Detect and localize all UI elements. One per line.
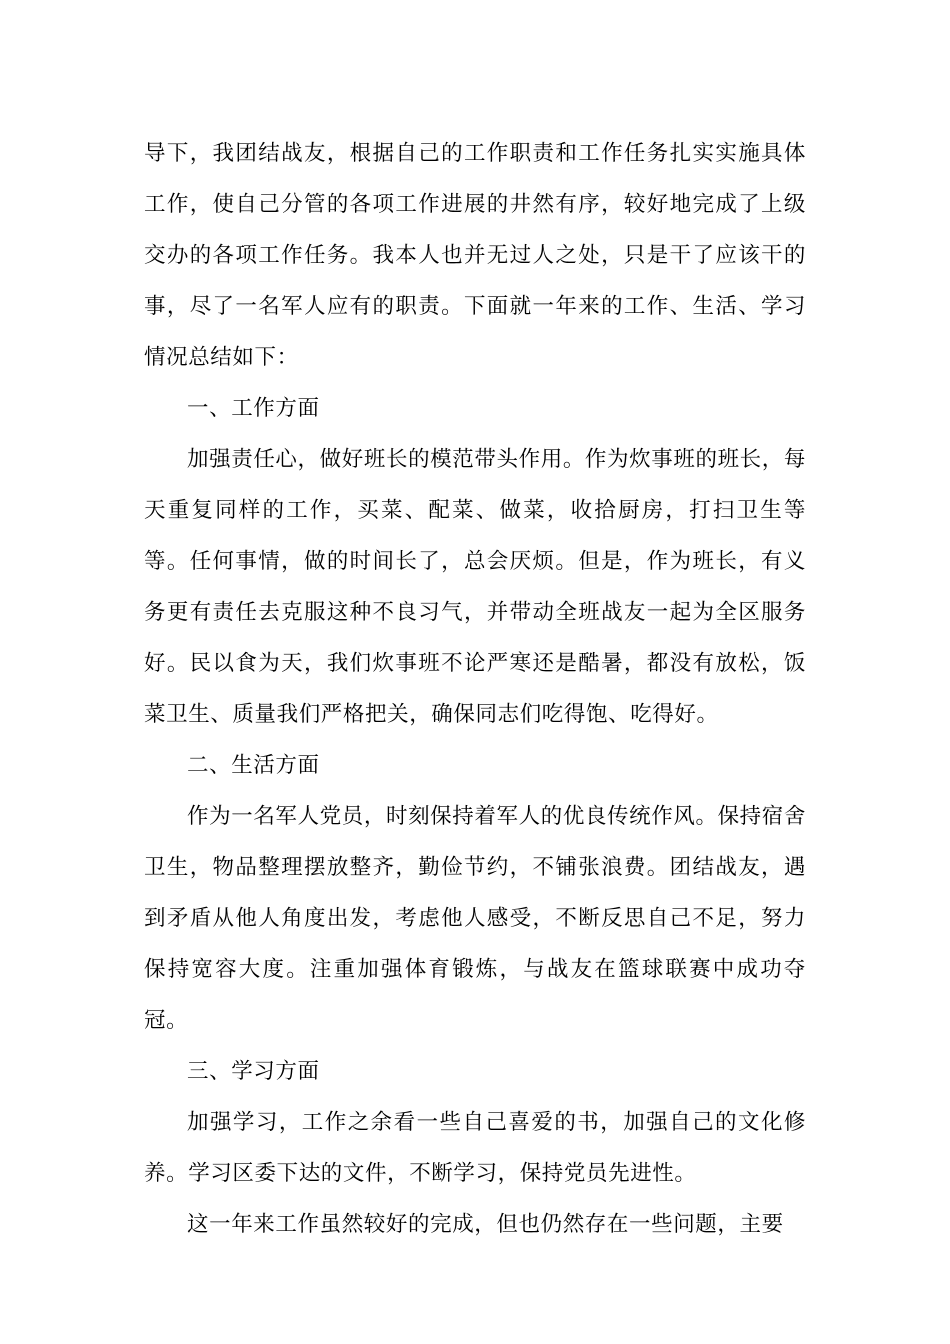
paragraph-study: 加强学习，工作之余看一些自己喜爱的书，加强自己的文化修养。学习区委下达的文件，不断学习，保持党员先进性。 <box>144 1110 806 1186</box>
document-body <box>144 128 806 1250</box>
section-heading-work: 一、工作方面 <box>187 396 320 421</box>
section-heading-study: 三、学习方面 <box>187 1059 320 1084</box>
paragraph-issues: 这一年来工作虽然较好的完成，但也仍然存在一些问题，主要 <box>187 1212 784 1237</box>
paragraph-work: 加强责任心，做好班长的模范带头作用。作为炊事班的班长，每天重复同样的工作，买菜、配菜、做菜，收拾厨房，打扫卫生等等。任何事情，做的时间长了，总会厌烦。但是，作为班长，有义务更有责任去克服这种不良习气，并带动全班战友一起为全区服务好。民以食为天，我们炊事班不论严寒还是酷暑，都没有放松，饭菜卫生、质量我们严格把关，确保同志们吃得饱、吃得好。 <box>144 447 806 727</box>
paragraph-intro: 导下，我团结战友，根据自己的工作职责和工作任务扎实实施具体工作，使自己分管的各项工作进展的井然有序，较好地完成了上级交办的各项工作任务。我本人也并无过人之处，只是干了应该干的事，尽了一名军人应有的职责。下面就一年来的工作、生活、学习情况总结如下： <box>144 141 806 370</box>
section-heading-life: 二、生活方面 <box>187 753 320 778</box>
paragraph-life: 作为一名军人党员，时刻保持着军人的优良传统作风。保持宿舍卫生，物品整理摆放整齐，勤俭节约，不铺张浪费。团结战友，遇到矛盾从他人角度出发，考虑他人感受，不断反思自己不足，努力保持宽容大度。注重加强体育锻炼，与战友在篮球联赛中成功夺冠。 <box>144 804 806 1033</box>
